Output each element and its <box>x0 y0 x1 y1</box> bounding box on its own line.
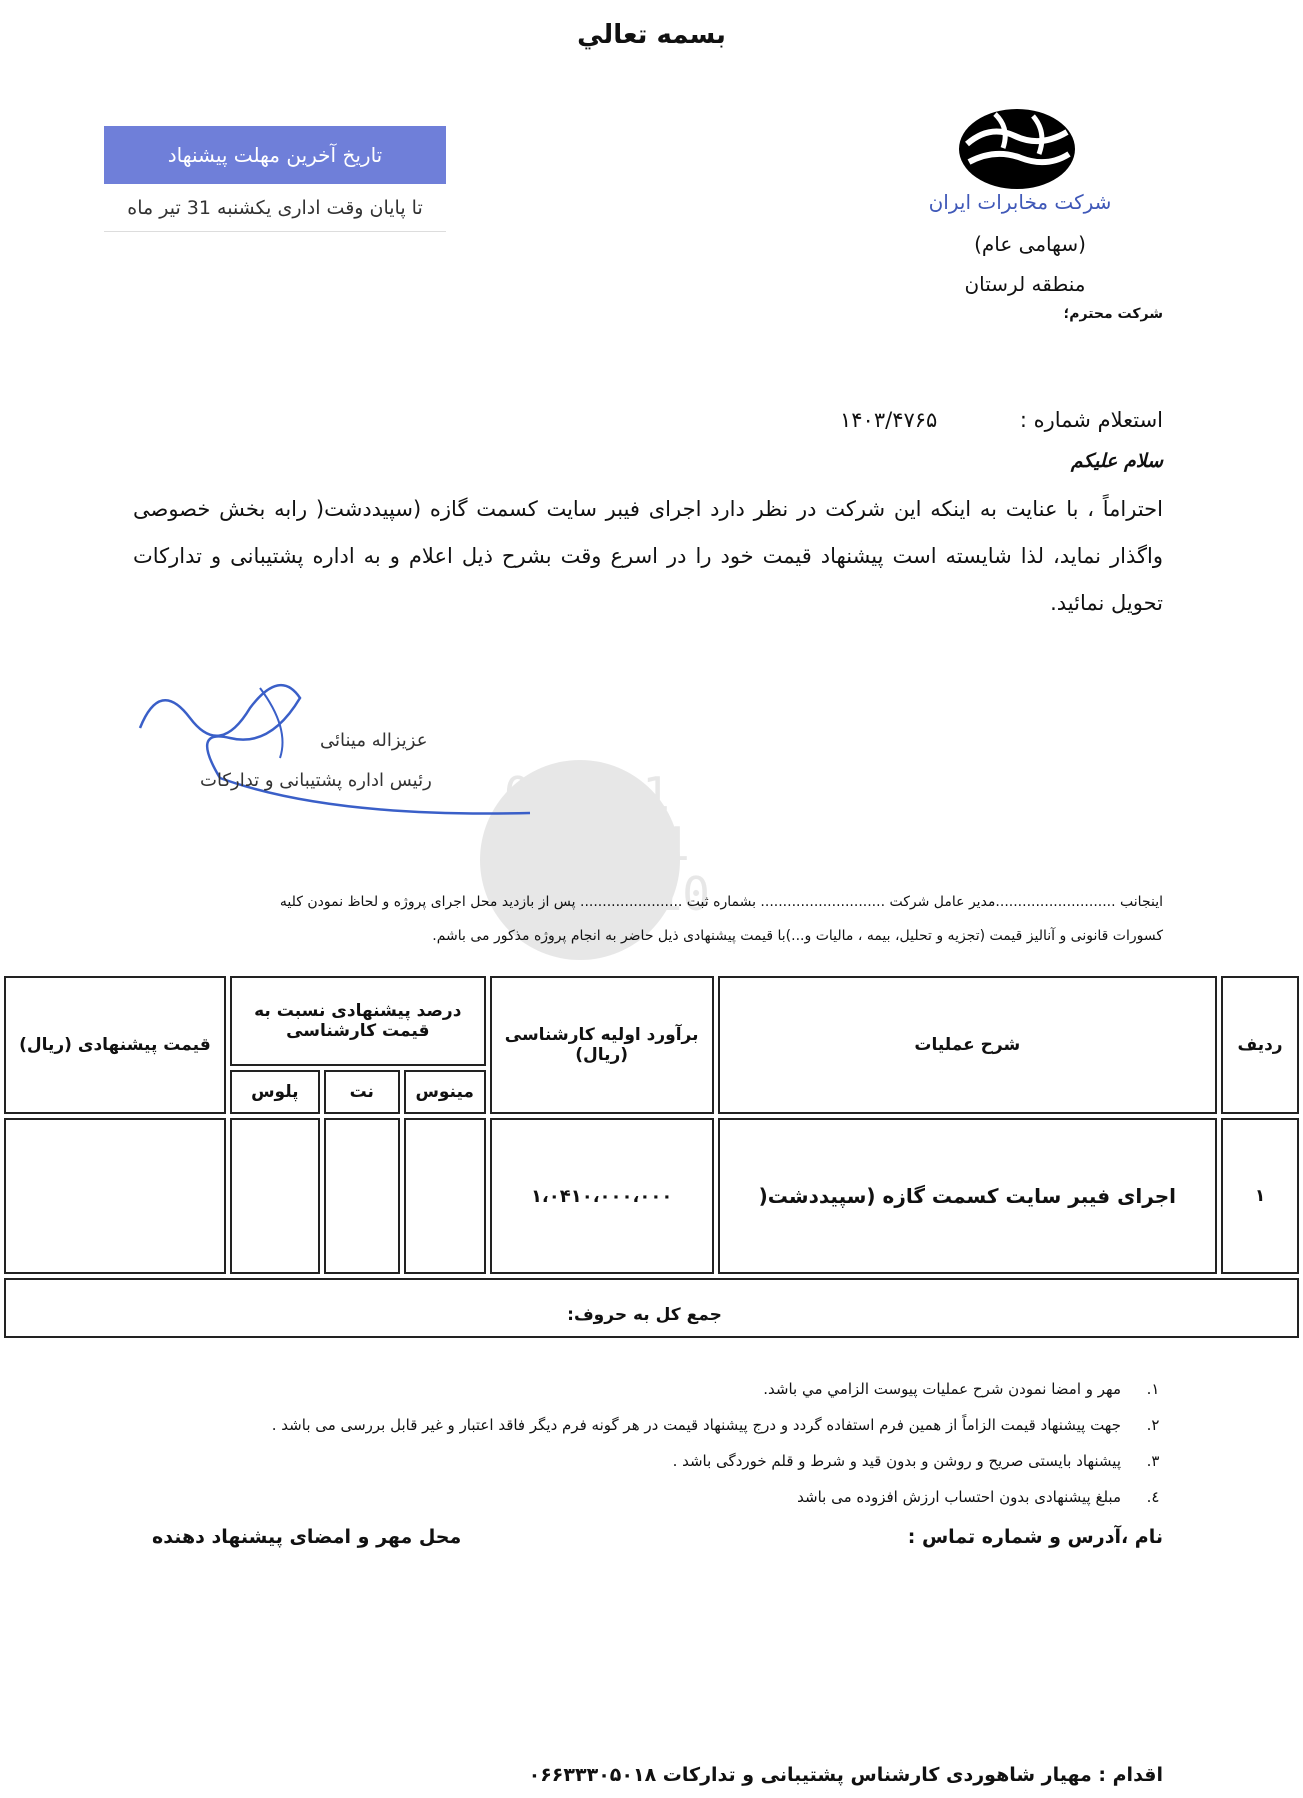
company-name: شرکت مخابرات ایران <box>928 190 1112 214</box>
list-item <box>123 1380 1163 1416</box>
cell-row-no: ۱ <box>1221 1118 1299 1274</box>
header-net: نت <box>324 1070 400 1114</box>
commitment-line-2: کسورات قانونی و آنالیز قیمت (تجزیه و تحلیل، بیمه ، مالیات و...)با قیمت پیشنهادی ذیل حاضر به انجام پروژه مذکور می باشم. <box>432 928 1163 944</box>
deadline-box <box>104 126 446 232</box>
inquiry-number: ۱۴۰۳/۴۷۶۵ <box>840 408 938 432</box>
note-number: ۲. <box>1146 1416 1160 1434</box>
addressee: شرکت محترم؛ <box>1063 306 1163 322</box>
commitment-line-1: اینجانب ...........................مدیر عامل شرکت ............................ بشماره ثبت ....................... پس از بازدید محل اجرای پروژه و لحاظ نمودن کلیه <box>279 894 1163 910</box>
signer-title: رئیس اداره پشتیبانی و تدارکات <box>200 770 432 791</box>
cell-offer-price[interactable] <box>4 1118 226 1274</box>
greeting: سلام علیکم <box>1070 450 1163 472</box>
note-text: پیشنهاد بایستی صریح و روشن و بدون قید و شرط و قلم خوردگی باشد . <box>672 1452 1121 1470</box>
list-item <box>123 1416 1163 1452</box>
signer-name: عزیزاله مینائی <box>320 730 428 751</box>
list-item <box>123 1452 1163 1488</box>
deadline-value: تا پایان وقت اداری یکشنبه 31 تیر ماه <box>104 184 446 232</box>
header-estimate: برآورد اولیه کارشناسی (ریال) <box>490 976 714 1114</box>
total-in-words[interactable]: جمع کل به حروف: <box>4 1278 1299 1338</box>
note-text: مبلغ پیشنهادی بدون احتساب ارزش افزوده می باشد <box>797 1488 1121 1506</box>
note-number: ۱. <box>1146 1380 1160 1398</box>
seal-label: محل مهر و امضای پیشنهاد دهنده <box>152 1526 462 1548</box>
bid-table <box>0 972 1303 1348</box>
company-type: (سهامی عام) <box>974 232 1086 256</box>
notes-list <box>123 1380 1163 1524</box>
deadline-title: تاریخ آخرین مهلت پیشنهاد <box>104 126 446 184</box>
cell-net[interactable] <box>324 1118 400 1274</box>
svg-text:0001: 0001 <box>579 817 690 871</box>
body-paragraph: احتراماً ، با عنایت به اینکه این شرکت در نظر دارد اجرای فیبر سایت کسمت گازه (سپیددشت( رابه بخش خصوصی واگذار نماید، لذا شایسته است پیشنهاد قیمت خود را در اسرع وقت بشرح ذیل اعلام و به اداره پشتیبانی و تدارکات تحویل نمائید. <box>133 497 1163 615</box>
document-invocation: بسمه تعالي <box>577 20 726 50</box>
note-number: ٤. <box>1146 1488 1160 1506</box>
cell-description: اجرای فیبر سایت کسمت گازه (سپیددشت( <box>718 1118 1217 1274</box>
note-number: ۳. <box>1146 1452 1160 1470</box>
header-percent-group: درصد پیشنهادی نسبت به قیمت کارشناسی <box>230 976 486 1066</box>
cell-plus[interactable] <box>230 1118 320 1274</box>
list-item <box>123 1488 1163 1524</box>
header-row-no: ردیف <box>1221 976 1299 1114</box>
header-minus: مینوس <box>404 1070 486 1114</box>
company-region: منطقه لرستان <box>964 272 1086 296</box>
header-offer-price: قیمت پیشنهادی (ریال) <box>4 976 226 1114</box>
note-text: جهت پیشنهاد قیمت الزاماً از همین فرم استفاده گردد و درج پیشنهاد قیمت در هر گونه فرم دیگر فاقد اعتبار و غیر قابل بررسی می باشد . <box>271 1416 1121 1434</box>
inquiry-label: استعلام شماره : <box>1019 408 1163 432</box>
company-logo <box>955 104 1080 194</box>
address-label: نام ،آدرس و شماره تماس : <box>907 1526 1163 1548</box>
svg-text:010101: 010101 <box>503 767 670 821</box>
svg-text:10: 10 <box>654 867 710 921</box>
table-row <box>4 1118 1299 1274</box>
action-line: اقدام : مهیار شاهوردی کارشناس پشتیبانی و تدارکات ۰۶۶۳۳۳۰۵۰۱۸ <box>528 1764 1163 1786</box>
header-description: شرح عملیات <box>718 976 1217 1114</box>
note-text: مهر و امضا نمودن شرح عملیات پیوست الزامي مي باشد. <box>763 1380 1121 1398</box>
header-plus: پلوس <box>230 1070 320 1114</box>
cell-estimate: ۱،۰۴۱۰،۰۰۰،۰۰۰ <box>490 1118 714 1274</box>
cell-minus[interactable] <box>404 1118 486 1274</box>
